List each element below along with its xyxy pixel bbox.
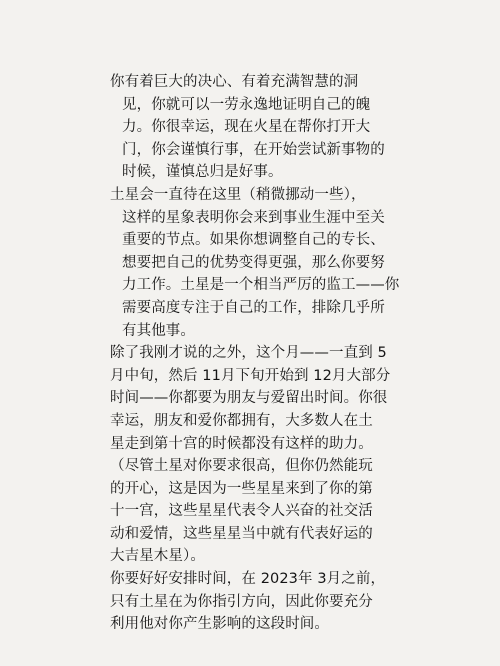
text-line: （尽管土星对你要求很高，但你仍然能玩	[110, 458, 373, 475]
text-line: 有其他事。	[122, 322, 195, 339]
text-line: 门，你会谨慎行事，在开始尝试新事物的	[122, 141, 385, 158]
text-line: 你有着巨大的决心、有着充满智慧的洞	[110, 74, 359, 90]
text-line: 想要把自己的优势变得更强，那么你要努	[122, 254, 385, 271]
text-line: 的开心，这是因为一些星星来到了你的第	[110, 480, 373, 497]
text-line: 除了我刚才说的之外，这个月——一直到 5	[110, 345, 387, 362]
text-line: 土星会一直待在这里（稍微挪动一些），	[110, 186, 366, 203]
text-line: 重要的节点。如果你想调整自己的专长、	[122, 232, 385, 249]
text-line: 见，你就可以一劳永逸地证明自己的魄	[122, 96, 371, 113]
text-line: 月中旬，然后 11月下旬开始到 12月大部分	[110, 367, 391, 384]
text-line: 时候，谨慎总归是好事。	[122, 164, 283, 181]
text-line: 大吉星木星）。	[110, 548, 205, 565]
text-line: 你要好好安排时间，在 2023年 3月之前，	[110, 571, 386, 588]
text-line: 这样的星象表明你会来到事业生涯中至关	[122, 209, 385, 226]
text-line: 动和爱情，这些星星当中就有代表好运的	[110, 525, 373, 542]
text-line: 星走到第十宫的时候都没有这样的助力。	[110, 435, 373, 452]
text-line: 十一宫，这些星星代表令人兴奋的社交活	[110, 503, 373, 520]
text-line: 只有土星在为你指引方向，因此你要充分	[110, 593, 373, 610]
text-line: 需要高度专注于自己的工作，排除几乎所	[122, 299, 385, 316]
text-line: 时间——你都要为朋友与爱留出时间。你很	[110, 390, 388, 407]
article-body	[110, 71, 400, 636]
text-line: 力工作。土星是一个相当严厉的监工——你	[122, 277, 400, 294]
text-line: 利用他对你产生影响的这段时间。	[110, 616, 329, 633]
text-line: 力。你很幸运，现在火星在帮你打开大	[122, 119, 371, 136]
text-line: 幸运，朋友和爱你都拥有，大多数人在土	[110, 412, 373, 429]
